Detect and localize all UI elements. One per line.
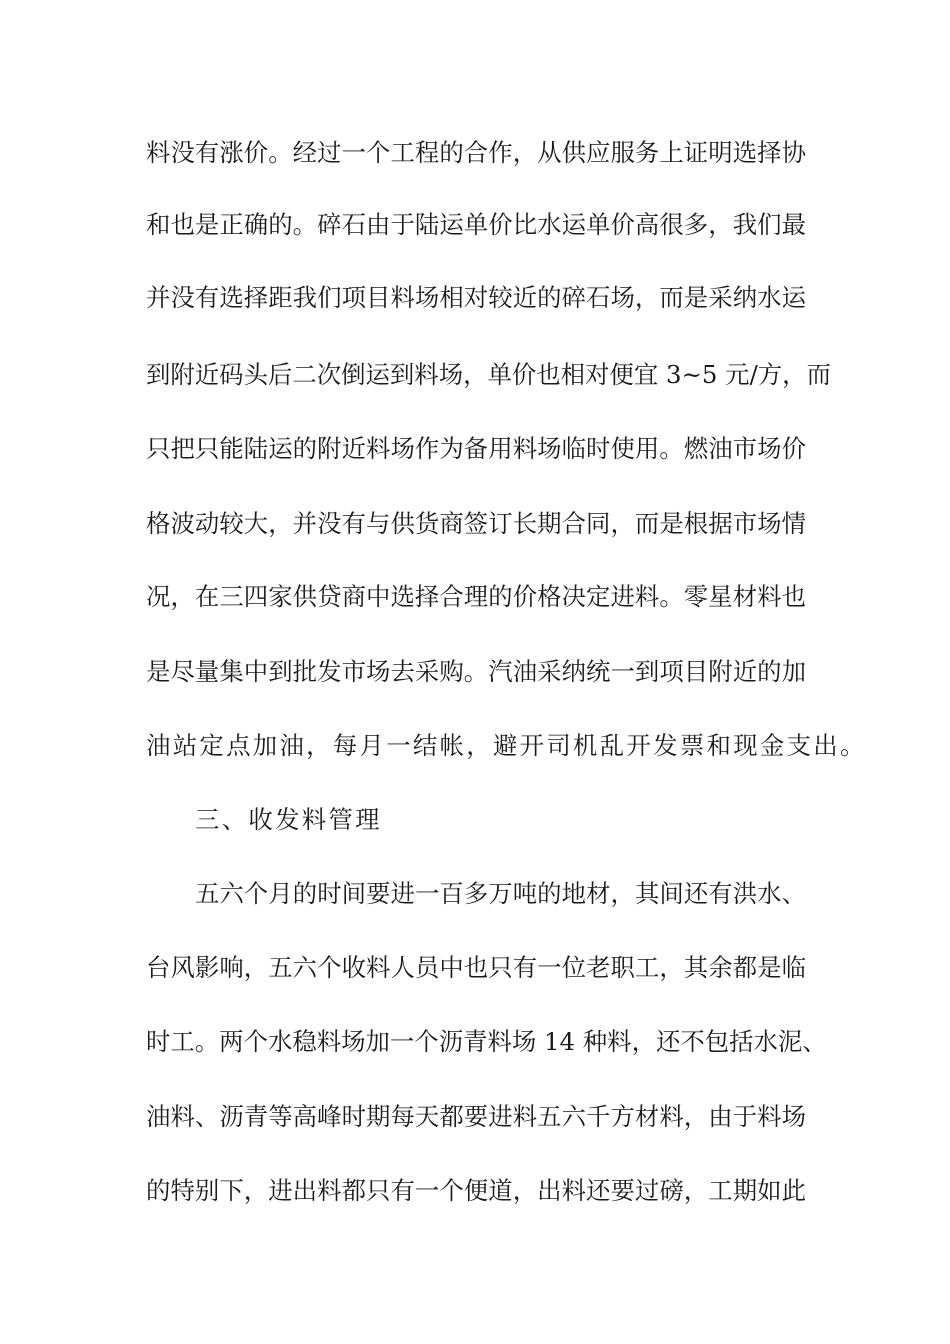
text-line-10: 五六个月的时间要进一百多万吨的地材，其间还有洪水、 — [195, 879, 806, 908]
section-heading: 三、收发料管理 — [195, 805, 382, 834]
text-line-3: 并没有选择距我们项目料场相对较近的碎石场，而是采纳水运 — [146, 283, 806, 312]
text-line-4: 到附近码头后二次倒运到料场，单价也相对便宜 3~5 元/方，而 — [146, 360, 831, 389]
text-line-8: 是尽量集中到批发市场去采购。汽油采纳统一到项目附近的加 — [146, 657, 806, 686]
text-line-1: 料没有涨价。经过一个工程的合作，从供应服务上证明选择协 — [146, 138, 806, 167]
text-line-11: 台风影响，五六个收料人员中也只有一位老职工，其余都是临 — [146, 953, 806, 982]
text-line-13: 油料、沥青等高峰时期每天都要进料五六千方材料，由于料场 — [146, 1102, 806, 1131]
text-line-5: 只把只能陆运的附近料场作为备用料场临时使用。燃油市场价 — [146, 434, 806, 463]
text-line-14: 的特别下，进出料都只有一个便道，出料还要过磅，工期如此 — [146, 1176, 806, 1205]
text-line-2: 和也是正确的。碎石由于陆运单价比水运单价高很多，我们最 — [146, 210, 806, 239]
text-line-6: 格波动较大，并没有与供货商签订长期合同，而是根据市场情 — [146, 509, 806, 538]
text-line-12: 时工。两个水稳料场加一个沥青料场 14 种料，还不包括水泥、 — [146, 1027, 827, 1056]
text-line-7: 况，在三四家供贷商中选择合理的价格决定进料。零星材料也 — [146, 582, 806, 611]
text-line-9: 油站定点加油，每月一结帐，避开司机乱开发票和现金支出。 — [146, 731, 867, 760]
